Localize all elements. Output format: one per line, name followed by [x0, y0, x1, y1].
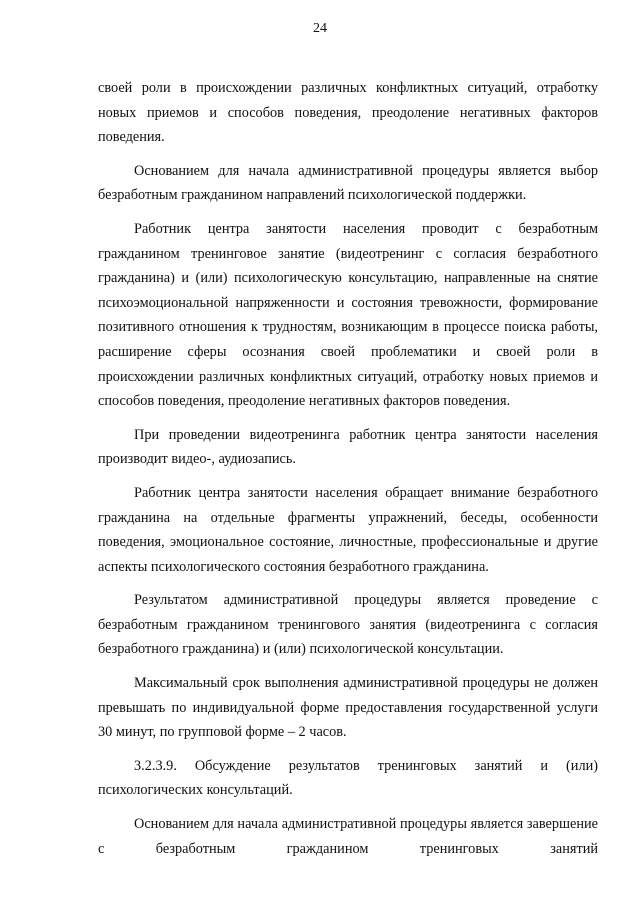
- paragraph-result: Результатом административной процедуры является проведение с безработным гражданином тренингового занятия (видеотренинга с согласия безработного гражданина) и (или) психологической консультации.: [98, 592, 598, 658]
- paragraph-worker-conducts: Работник центра занятости населения проводит с безработным гражданином тренинговое занятие (видеотренинг с согласия безработного гражданина) и (или) психологическую консультацию, направленные на снятие психоэмоциональной напряженности и состояния тревожности, формирование позитивного отношения к трудностям, возникающим в процессе поиска работы, расширение сферы осознания своей проблематики и своей роли в происхождении различных конфликтных ситуаций, отработку новых приемов и способов поведения, преодоление негативных факторов поведения.: [98, 220, 598, 410]
- section-heading-3-2-3-9: 3.2.3.9. Обсуждение результатов тренинговых занятий и (или) психологических консультаций.: [98, 757, 598, 799]
- document-body: [98, 76, 598, 861]
- paragraph-continuation: своей роли в происхождении различных конфликтных ситуаций, отработку новых приемов и способов поведения, преодоление негативных факторов поведения.: [98, 80, 598, 146]
- paragraph-max-time: Максимальный срок выполнения административной процедуры не должен превышать по индивидуальной форме предоставления государственной услуги 30 минут, по групповой форме – 2 часов.: [98, 675, 598, 741]
- page-number: 24: [313, 21, 327, 36]
- paragraph-video-recording: При проведении видеотренинга работник центра занятости населения производит видео-, аудиозапись.: [98, 426, 598, 468]
- paragraph-attention: Работник центра занятости населения обращает внимание безработного гражданина на отдельные фрагменты упражнений, беседы, особенности поведения, эмоциональное состояние, личностные, профессиональные и другие аспекты психологического состояния безработного гражданина.: [98, 484, 598, 575]
- paragraph-basis: Основанием для начала административной процедуры является выбор безработным гражданином направлений психологической поддержки.: [98, 162, 598, 204]
- paragraph-basis-discussion: Основанием для начала административной процедуры является завершение с безработным гражданином тренинговых занятий: [98, 816, 598, 857]
